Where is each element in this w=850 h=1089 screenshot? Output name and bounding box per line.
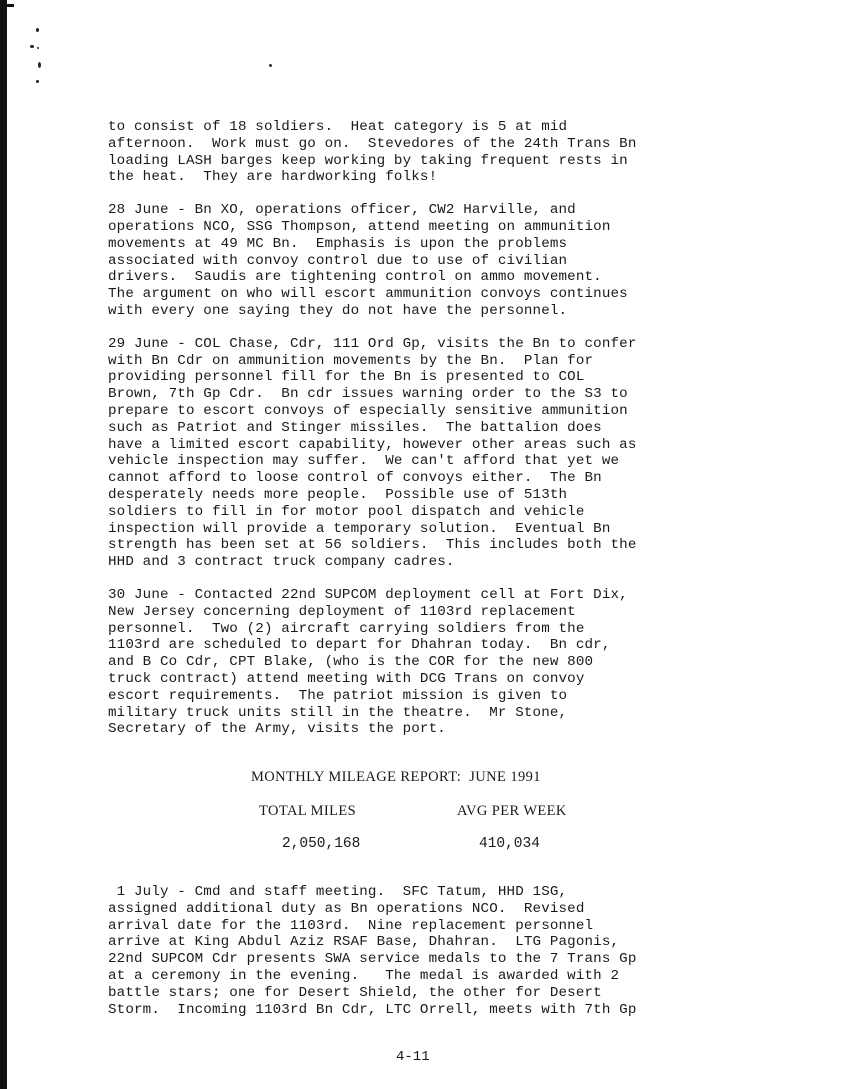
text-line: The argument on who will escort ammunition convoys continues (108, 286, 628, 303)
text-line: desperately needs more people. Possible use of 513th (108, 486, 568, 503)
text-line: New Jersey concerning deployment of 1103rd replacement (108, 603, 576, 620)
text-line: soldiers to fill in for motor pool dispatch and vehicle (108, 503, 585, 520)
text-line: drivers. Saudis are tightening control on ammo movement. (108, 269, 602, 286)
text-line: movements at 49 MC Bn. Emphasis is upon the problems (108, 235, 568, 252)
text-line: prepare to escort convoys of especially sensitive ammunition (108, 402, 628, 419)
text-line: Brown, 7th Gp Cdr. Bn cdr issues warning order to the S3 to (108, 386, 628, 403)
text-line: military truck units still in the theatre. Mr Stone, (108, 704, 568, 721)
text-line: the heat. They are hardworking folks! (108, 169, 438, 186)
text-line: vehicle inspection may suffer. We can't afford that yet we (108, 453, 620, 470)
mileage-report-title: MONTHLY MILEAGE REPORT: JUNE 1991 (251, 769, 541, 785)
text-line: at a ceremony in the evening. The medal is awarded with 2 (108, 967, 620, 984)
text-line: to consist of 18 soldiers. Heat category is 5 at mid (108, 119, 568, 135)
text-line: HHD and 3 contract truck company cadres. (108, 554, 455, 571)
avg-per-week-value: 410,034 (479, 836, 540, 852)
text-line: with Bn Cdr on ammunition movements by the Bn. Plan for (108, 352, 594, 369)
text-line: inspection will provide a temporary solution. Eventual Bn (108, 520, 611, 537)
text-line: Storm. Incoming 1103rd Bn Cdr, LTC Orrell, meets with 7th Gp (108, 1001, 637, 1018)
text-line: providing personnel fill for the Bn is presented to COL (108, 369, 585, 386)
text-line: 30 June - Contacted 22nd SUPCOM deployment cell at Fort Dix, (108, 586, 628, 603)
text-line: escort requirements. The patriot mission is given to (108, 687, 568, 704)
text-line: Secretary of the Army, visits the port. (108, 721, 446, 738)
text-line: 28 June - Bn XO, operations officer, CW2 Harville, and (108, 202, 576, 219)
scan-specks (30, 28, 50, 88)
total-miles-value: 2,050,168 (282, 836, 361, 852)
text-line: associated with convoy control due to use of civilian (108, 252, 568, 269)
paragraph-heat-category (108, 119, 728, 186)
paragraph-29-june (108, 336, 728, 571)
text-line: and B Co Cdr, CPT Blake, (who is the COR for the new 800 (108, 654, 594, 671)
avg-per-week-header: AVG PER WEEK (457, 803, 567, 819)
text-line: 22nd SUPCOM Cdr presents SWA service medals to the 7 Trans Gp (108, 951, 637, 968)
text-line: truck contract) attend meeting with DCG Trans on convoy (108, 670, 585, 687)
text-line: arrive at King Abdul Aziz RSAF Base, Dhahran. LTG Pagonis, (108, 934, 620, 951)
text-line: arrival date for the 1103rd. Nine replacement personnel (108, 917, 594, 934)
paragraph-28-june (108, 202, 728, 320)
document-body (108, 119, 728, 754)
scan-speck (269, 64, 272, 67)
text-line: such as Patriot and Stinger missiles. The battalion does (108, 419, 602, 436)
text-line: personnel. Two (2) aircraft carrying soldiers from the (108, 620, 585, 637)
text-line: afternoon. Work must go on. Stevedores of the 24th Trans Bn (108, 135, 637, 152)
text-line: operations NCO, SSG Thompson, attend meeting on ammunition (108, 218, 611, 235)
paragraph-30-june (108, 587, 728, 738)
text-line: cannot afford to loose control of convoys either. The Bn (108, 470, 602, 487)
page-number: 4-11 (396, 1049, 430, 1065)
text-line: with every one saying they do not have the personnel. (108, 302, 568, 319)
text-line: strength has been set at 56 soldiers. This includes both the (108, 537, 637, 554)
text-line: 1103rd are scheduled to depart for Dhahran today. Bn cdr, (108, 637, 611, 654)
text-line: have a limited escort capability, however other areas such as (108, 436, 637, 453)
scan-left-border (0, 0, 7, 1089)
text-line: 29 June - COL Chase, Cdr, 111 Ord Gp, visits the Bn to confer (108, 335, 637, 352)
text-line: assigned additional duty as Bn operations NCO. Revised (108, 900, 585, 917)
text-line: battle stars; one for Desert Shield, the other for Desert (108, 984, 602, 1001)
text-line: 1 July - Cmd and staff meeting. SFC Tatum, HHD 1SG, (108, 884, 568, 900)
paragraph-1-july (108, 884, 738, 1018)
scan-corner-mark (0, 4, 14, 7)
total-miles-header: TOTAL MILES (259, 803, 357, 819)
text-line: loading LASH barges keep working by taking frequent rests in (108, 152, 628, 169)
